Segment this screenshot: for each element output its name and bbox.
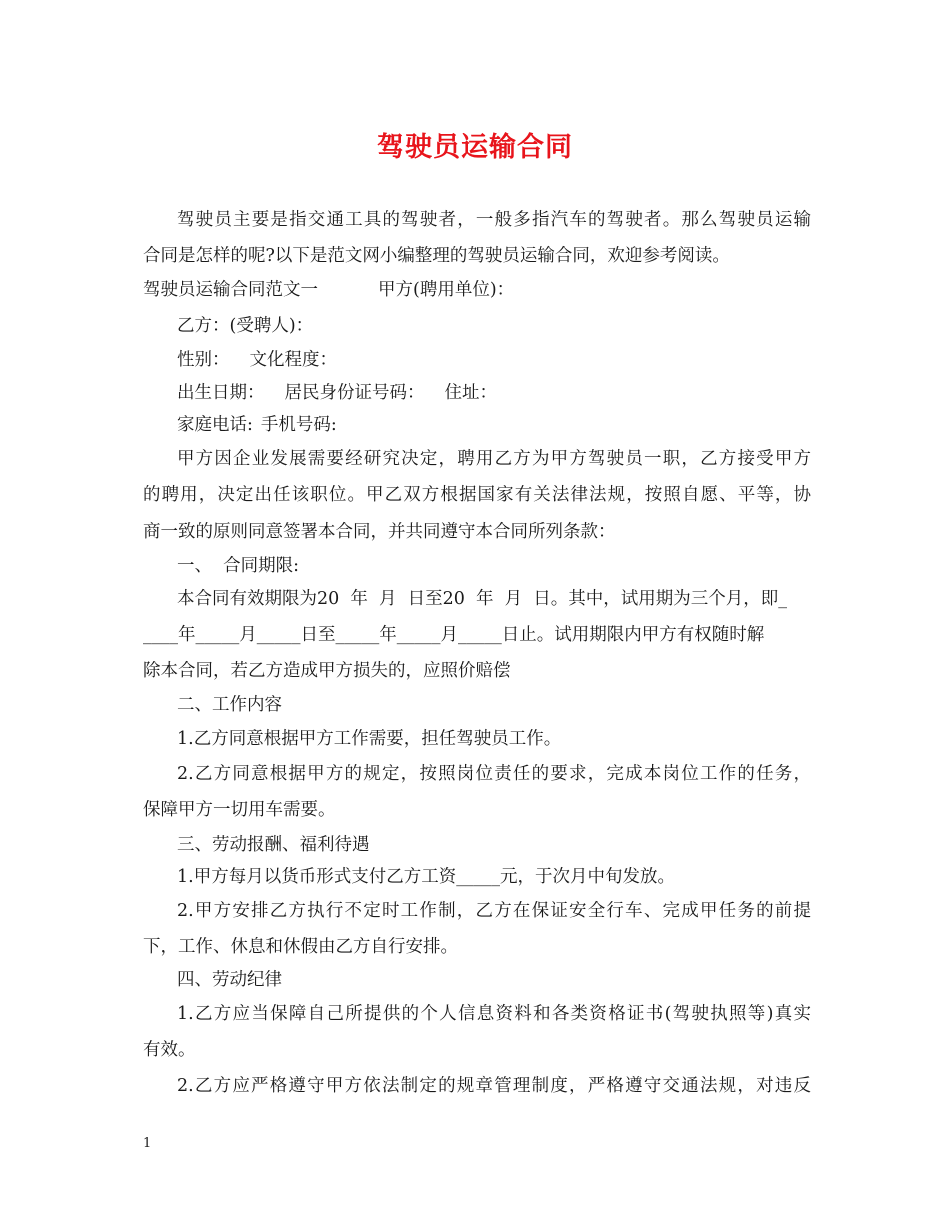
intro-line-2: 合同是怎样的呢?以下是范文网小编整理的驾驶员运输合同，欢迎参考阅读。 [143, 246, 730, 266]
sample-heading: 驾驶员运输合同范文一 [143, 280, 318, 300]
section2-heading: 二、工作内容 [177, 695, 282, 715]
para1-line-3: 商一致的原则同意签署本合同，并共同遵守本合同所列条款： [143, 522, 616, 542]
section4-item-1-line-2: 有效。 [143, 1040, 196, 1060]
section2-item-2-line-1: 2.乙方同意根据甲方的规定，按照岗位责任的要求，完成本岗位工作的任务， [177, 764, 811, 784]
section2-item-2-line-2: 保障甲方一切用车需要。 [143, 800, 336, 820]
section4-item-2-line-1: 2.乙方应严格遵守甲方依法制定的规章管理制度，严格遵守交通法规，对违反 [177, 1076, 811, 1096]
party-b-label: 乙方：(受聘人)： [177, 316, 314, 336]
section1-line-2: ____年_____月_____日至_____年_____月_____日止。试用期限内甲方有权随时解 [143, 625, 765, 645]
document-title: 驾驶员运输合同 [377, 132, 573, 163]
para1-line-2: 的聘用，决定出任该职位。甲乙双方根据国家有关法律法规，按照自愿、平等，协 [143, 485, 811, 505]
id-number-label: 居民身份证号码： [284, 383, 425, 403]
gender-row [177, 342, 337, 378]
section4-item-1-line-1: 1.乙方应当保障自己所提供的个人信息资料和各类资格证书(驾驶执照等)真实 [177, 1004, 811, 1024]
section1-line-3: 除本合同，若乙方造成甲方损失的，应照价赔偿 [143, 661, 511, 681]
phone-row [177, 407, 337, 443]
section3-heading: 三、劳动报酬、福利待遇 [177, 835, 370, 855]
birth-date-label: 出生日期： [177, 383, 265, 403]
intro-line-1: 驾驶员主要是指交通工具的驾驶者，一般多指汽车的驾驶者。那么驾驶员运输 [177, 210, 811, 230]
mobile-label: 手机号码: [260, 415, 337, 435]
section2-item-1: 1.乙方同意根据甲方工作需要，担任驾驶员工作。 [177, 729, 562, 749]
education-label: 文化程度： [249, 350, 337, 370]
section4-heading: 四、劳动纪律 [177, 970, 282, 990]
section1-heading: 一、 合同期限: [177, 556, 300, 576]
gender-label: 性别： [177, 350, 230, 370]
party-a-label: 甲方(聘用单位)： [378, 280, 515, 300]
para1-line-1: 甲方因企业发展需要经研究决定，聘用乙方为甲方驾驶员一职，乙方接受甲方 [177, 449, 811, 469]
page-number: 1 [143, 1136, 152, 1151]
home-phone-label: 家庭电话: [177, 415, 253, 435]
section3-item-2-line-1: 2.甲方安排乙方执行不定时工作制，乙方在保证安全行车、完成甲任务的前提 [177, 901, 811, 921]
section1-line-1: 本合同有效期限为20 年 月 日至20 年 月 日。其中，试用期为三个月，即_ [177, 589, 788, 609]
section3-item-2-line-2: 下，工作、休息和休假由乙方自行安排。 [143, 937, 458, 957]
sample-heading-row [143, 272, 514, 308]
birth-row [177, 375, 497, 411]
section3-item-1: 1.甲方每月以货币形式支付乙方工资_____元，于次月中旬发放。 [177, 867, 675, 887]
address-label: 住址： [444, 383, 497, 403]
